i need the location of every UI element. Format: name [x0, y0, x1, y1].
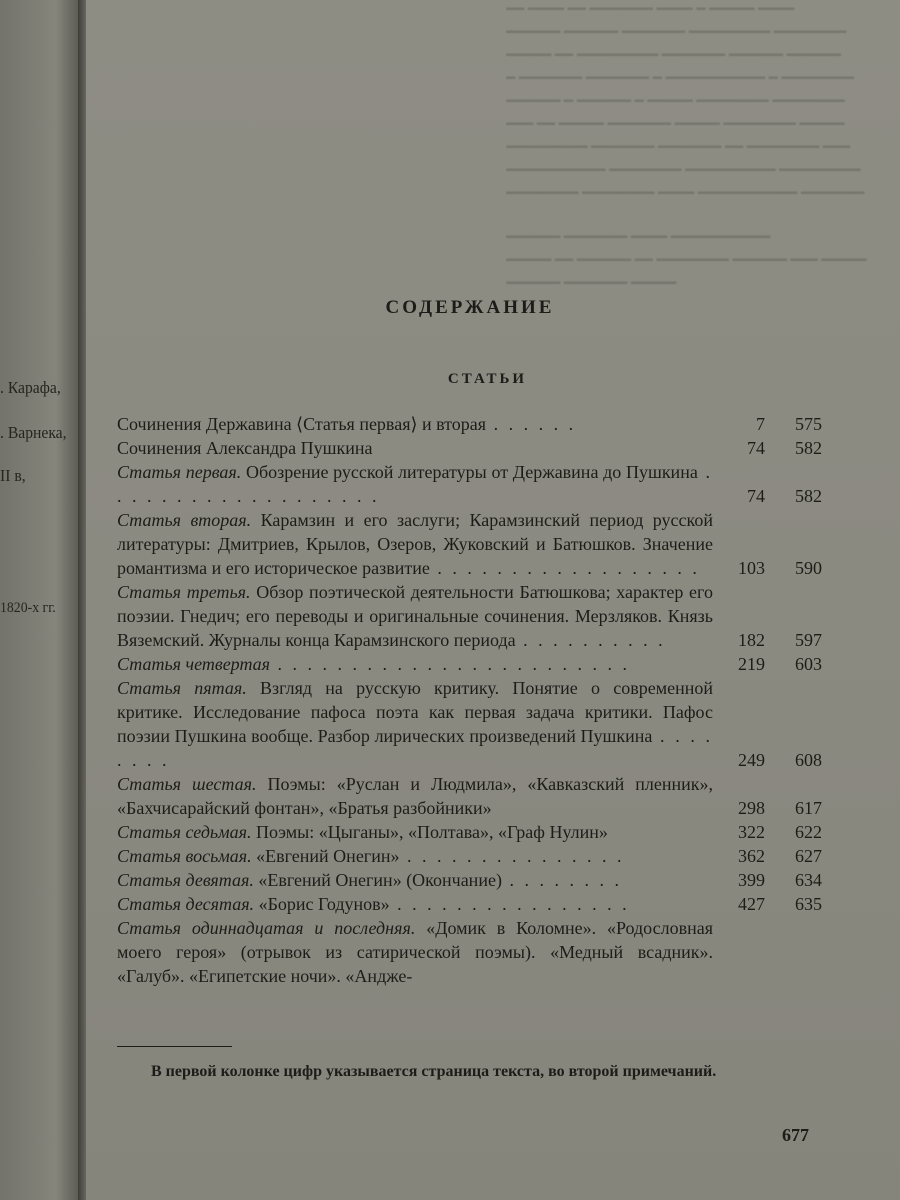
entry-text: Сочинения Державина ⟨Статья первая⟩ и вторая . . . . . .	[117, 414, 577, 434]
entry-text: Сочинения Александра Пушкина	[117, 438, 373, 458]
notes-page-number: 635	[795, 894, 822, 914]
page-number: 677	[782, 1125, 809, 1145]
entry-text: Статья одиннадцатая и последняя. «Домик в Коломне». «Родословная моего героя» (отрывок из сатирической поэмы). «Медный всадник». «Галуб». «Египетские ночи». «Андже-	[117, 918, 714, 986]
entry-text: Статья девятая. «Евгений Онегин» (Окончание) . . . . . . . .	[117, 870, 622, 890]
entry-text: Статья шестая. Поэмы: «Руслан и Людмила», «Кавказский пленник», «Бахчисарайский фонтан», «Братья разбойники»	[117, 774, 714, 818]
entry-text: Статья третья. Обзор поэтической деятельности Батюшкова; характер его поэзии. Гнедич; его переводы и оригинальные сочинения. Мерзляков. Князь Вяземский. Журналы конца Карамзинского периода . . . . . . . . . .	[117, 582, 713, 650]
toc-heading: СОДЕРЖАНИЕ	[385, 297, 555, 318]
notes-page-number: 590	[795, 558, 822, 578]
left-page-fragment: . Карафа,	[0, 378, 61, 397]
text-page-number: 427	[738, 894, 765, 914]
toc-entry	[117, 676, 822, 772]
left-page-fragment: II в,	[0, 466, 26, 485]
left-page-fragment: 1820-х гг.	[0, 600, 56, 616]
notes-page-number: 634	[795, 870, 822, 890]
notes-page-number: 622	[795, 822, 822, 842]
text-page-number: 219	[738, 654, 765, 674]
text-page-number: 322	[738, 822, 765, 842]
entry-text: Статья первая. Обозрение русской литературы от Державина до Пушкина . . . . . . . . . . . . . . . . . . .	[117, 462, 714, 506]
toc-entry	[117, 580, 822, 652]
entry-text: Статья седьмая. Поэмы: «Цыганы», «Полтава», «Граф Нулин»	[117, 822, 608, 842]
entry-text: Статья десятая. «Борис Годунов» . . . . . . . . . . . . . . . .	[117, 894, 630, 914]
text-page-number: 74	[747, 486, 765, 506]
entry-text: Статья пятая. Взгляд на русскую критику. Понятие о современной критике. Исследование пафоса поэта как первая задача критики. Пафос поэзии Пушкина вообще. Разбор лирических произведений Пушкина . . . . . . . .	[117, 678, 714, 770]
section-heading: СТАТЬИ	[447, 371, 528, 387]
toc-entry	[117, 772, 822, 820]
text-page-number: 74	[747, 438, 765, 458]
toc-entry	[117, 892, 822, 916]
notes-page-number: 582	[795, 486, 822, 506]
text-page-number: 103	[738, 558, 765, 578]
toc-entry	[117, 916, 822, 988]
left-page-edge	[0, 0, 80, 1200]
notes-page-number: 608	[795, 750, 822, 770]
notes-page-number: 597	[795, 630, 822, 650]
book-gutter	[78, 0, 86, 1200]
toc-entry	[117, 868, 822, 892]
toc-entry	[117, 820, 822, 844]
table-of-contents	[117, 412, 822, 988]
text-page-number: 249	[738, 750, 765, 770]
notes-page-number: 575	[795, 414, 822, 434]
toc-entry	[117, 436, 822, 460]
toc-entry	[117, 844, 822, 868]
entry-text: Статья четвертая . . . . . . . . . . . . . . . . . . . . . . . .	[117, 654, 631, 674]
notes-page-number: 582	[795, 438, 822, 458]
notes-page-number: 627	[795, 846, 822, 866]
notes-page-number: 617	[795, 798, 822, 818]
footnote-rule	[117, 1046, 232, 1047]
toc-entry	[117, 652, 822, 676]
toc-entry	[117, 508, 822, 580]
notes-page-number: 603	[795, 654, 822, 674]
footnote: В первой колонке цифр указывается страница текста, во второй примечаний.	[151, 1063, 717, 1080]
toc-entry	[117, 460, 822, 508]
text-page-number: 399	[738, 870, 765, 890]
toc-entry	[117, 412, 822, 436]
text-page-number: 182	[738, 630, 765, 650]
entry-text: Статья восьмая. «Евгений Онегин» . . . . . . . . . . . . . . .	[117, 846, 625, 866]
show-through-text: ━━ ━━━━ ━━ ━━━━━━━ ━━━━ ━ ━━━━━ ━━━━ ━━━━━━ ━━━━━━ ━━━━━━━ ━━━━━━━━━ ━━━━━━━━ ━━━━━ ━━ ━━━━━━━━━ ━━━━━━━ ━━━━━━ ━━━━━━ ━ ━━━━━━━ ━━━━━━━ ━ ━━━━━━━━━━━ ━ ━━━━━━━━ ━━━━━━ ━ ━━━━━━ ━ ━━━━━ ━━━━━━━━ ━━━━━━━━ ━━━ ━━ ━━━━━ ━━━━━━━ ━━━━━ ━━━━━━━━ ━━━━━ ━━━━━━━━━ ━━━━━━━ ━━━━━━━ ━━ ━━━━━━━━ ━━━ ━━━━━━━━━━━ ━━━━━━━━ ━━━━━━━━━━ ━━━━━━━━━ ━━━━━━━━ ━━━━━━━━ ━━━━ ━━━━━━━━━━━ ━━━━━━━ ━━━━━━ ━━━━━━━ ━━━━ ━━━━━━━━━━━ ━━━━━ ━━ ━━━━━━ ━━ ━━━━━━━━ ━━━━━━ ━━━ ━━━━━ ━━━━━━ ━━━━━━━ ━━━━━	[506, 2, 867, 292]
left-page-fragment: . Варнека,	[0, 423, 67, 442]
text-page-number: 362	[738, 846, 765, 866]
entry-text: Статья вторая. Карамзин и его заслуги; Карамзинский период русской литературы: Дмитриев, Крылов, Озеров, Жуковский и Батюшков. Значение романтизма и его историческое развитие . . . . . . . . . . . . . . . . . .	[117, 510, 713, 578]
text-page-number: 298	[738, 798, 765, 818]
text-page-number: 7	[756, 414, 765, 434]
